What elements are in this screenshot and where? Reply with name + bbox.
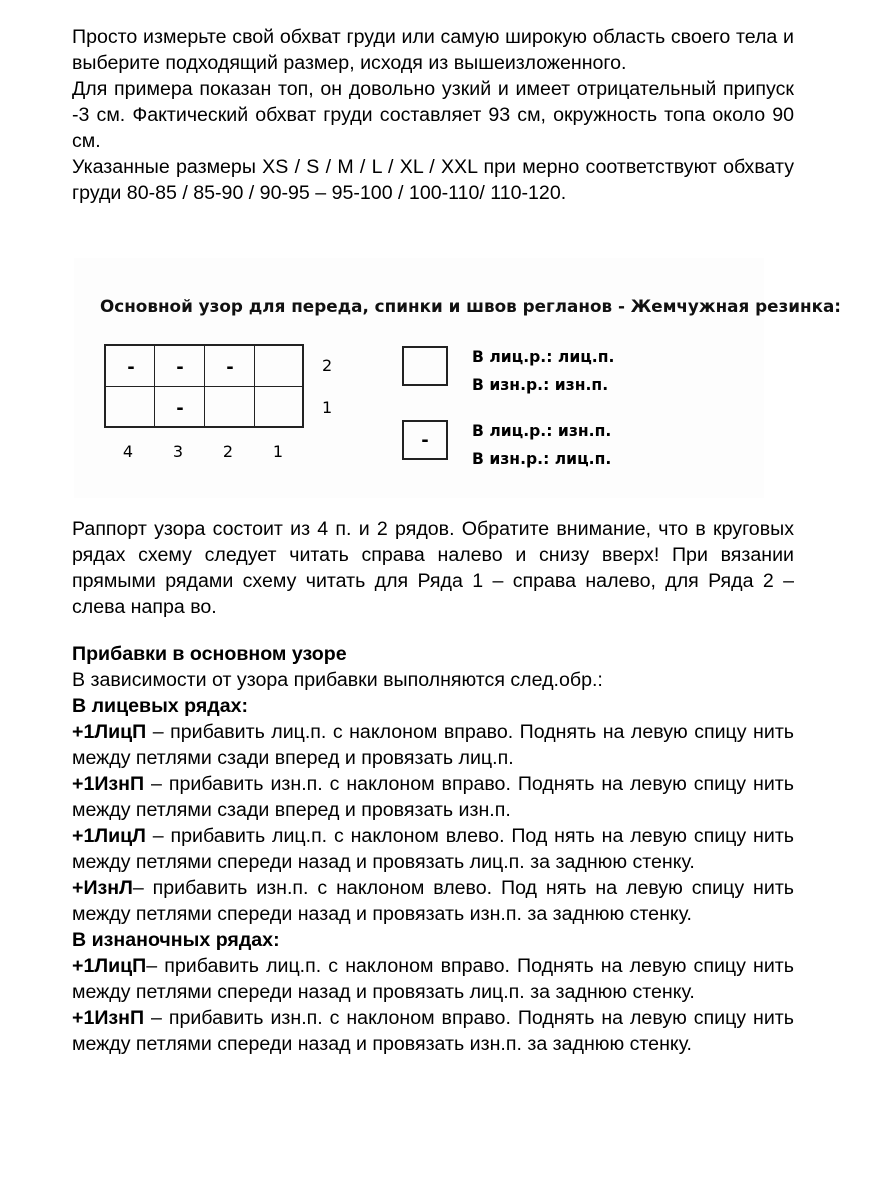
increase-term: +1ИзнП	[72, 773, 145, 795]
increase-description: – прибавить лиц.п. с наклоном влево. Под нять на левую спицу нить между петлями спереди назад и провязать лиц.п. за заднюю стенку.	[72, 825, 794, 873]
col-number-4: 4	[122, 442, 134, 461]
increase-term: +1ИзнП	[72, 1007, 145, 1029]
increase-item	[72, 1005, 794, 1057]
knit-rows-heading: В лицевых рядах:	[72, 695, 249, 717]
legend-knit-line2: В изн.р.: изн.п.	[472, 376, 609, 394]
intro-paragraph-measure: Просто измерьте свой обхват груди или самую широкую область своего тела и выберите подходящий размер, исходя из вышеизложенного.	[72, 26, 794, 74]
rapport-paragraph: Раппорт узора состоит из 4 п. и 2 рядов. Обратите внимание, что в круговых рядах схему следует читать справа налево и снизу вверх! При вязании прямыми рядами схему читать для Ряда 1 – справа налево, для Ряда 2 – слева напра во.	[72, 518, 794, 618]
chart-cell-r2-c4: -	[127, 356, 135, 378]
increase-description: – прибавить изн.п. с наклоном влево. Под нять на левую спицу нить между петлями спереди назад и провязать изн.п. за заднюю стенку.	[72, 877, 794, 925]
stitch-chart-grid	[104, 344, 304, 428]
legend-purl-line2: В изн.р.: лиц.п.	[472, 450, 612, 468]
row-number-1: 1	[322, 398, 333, 417]
purl-rows-heading: В изнаночных рядах:	[72, 929, 280, 951]
pattern-chart-figure	[74, 258, 842, 498]
increase-item	[72, 719, 794, 771]
increase-item	[72, 953, 794, 1005]
rapport-section	[72, 516, 794, 620]
increase-item	[72, 875, 794, 927]
chart-cell-r2-c3: -	[176, 356, 184, 378]
increase-term: +1ЛицП	[72, 721, 147, 743]
chart-cell-r1-c1	[255, 387, 305, 429]
col-number-3: 3	[172, 442, 184, 461]
chart-cell-r2-c2: -	[226, 356, 234, 378]
chart-cell-r1-c2	[205, 387, 255, 429]
pattern-chart-title: Основной узор для переда, спинки и швов регланов - Жемчужная резинка:	[100, 296, 842, 316]
intro-section	[72, 24, 794, 206]
col-number-2: 2	[222, 442, 234, 461]
chart-cell-r1-c3: -	[176, 397, 184, 419]
increases-intro: В зависимости от узора прибавки выполняются след.обр.:	[72, 669, 603, 691]
legend-purl-line1: В лиц.р.: изн.п.	[472, 422, 612, 440]
increase-description: – прибавить изн.п. с наклоном вправо. Поднять на левую спицу нить между петлями сзади вперед и провязать изн.п.	[72, 773, 794, 821]
increase-description: – прибавить изн.п. с наклоном вправо. Поднять на левую спицу нить между петлями спереди назад и провязать изн.п. за заднюю стенку.	[72, 1007, 794, 1055]
increases-heading: Прибавки в основном узоре	[72, 643, 347, 665]
row-number-2: 2	[322, 356, 333, 375]
increase-term: +1ЛицЛ	[72, 825, 146, 847]
increase-description: – прибавить лиц.п. с наклоном вправо. Поднять на левую спицу нить между петлями спереди назад и провязать лиц.п. за заднюю стенку.	[72, 955, 794, 1003]
increase-term: +ИзнЛ	[72, 877, 133, 899]
increase-description: – прибавить лиц.п. с наклоном вправо. Поднять на левую спицу нить между петлями сзади вперед и провязать лиц.п.	[72, 721, 794, 769]
increases-section	[72, 641, 794, 1057]
intro-paragraph-example: Для примера показан топ, он довольно узкий и имеет отрицательный припуск -3 см. Фактический обхват груди составляет 93 см, окружность топа около 90 см.	[72, 78, 794, 152]
intro-paragraph-sizes: Указанные размеры XS / S / M / L / XL / XXL при мерно соответствуют обхвату груди 80-85 / 85-90 / 90-95 – 95-100 / 100-110/ 110-120.	[72, 156, 794, 204]
increase-item	[72, 771, 794, 823]
increase-item	[72, 823, 794, 875]
legend-symbol-purl: -	[402, 420, 448, 460]
chart-cell-r1-c4	[106, 387, 156, 429]
legend-symbol-knit	[402, 346, 448, 386]
legend-knit-line1: В лиц.р.: лиц.п.	[472, 348, 615, 366]
increase-term: +1ЛицП	[72, 955, 147, 977]
chart-cell-r2-c1	[255, 346, 305, 388]
col-number-1: 1	[272, 442, 284, 461]
